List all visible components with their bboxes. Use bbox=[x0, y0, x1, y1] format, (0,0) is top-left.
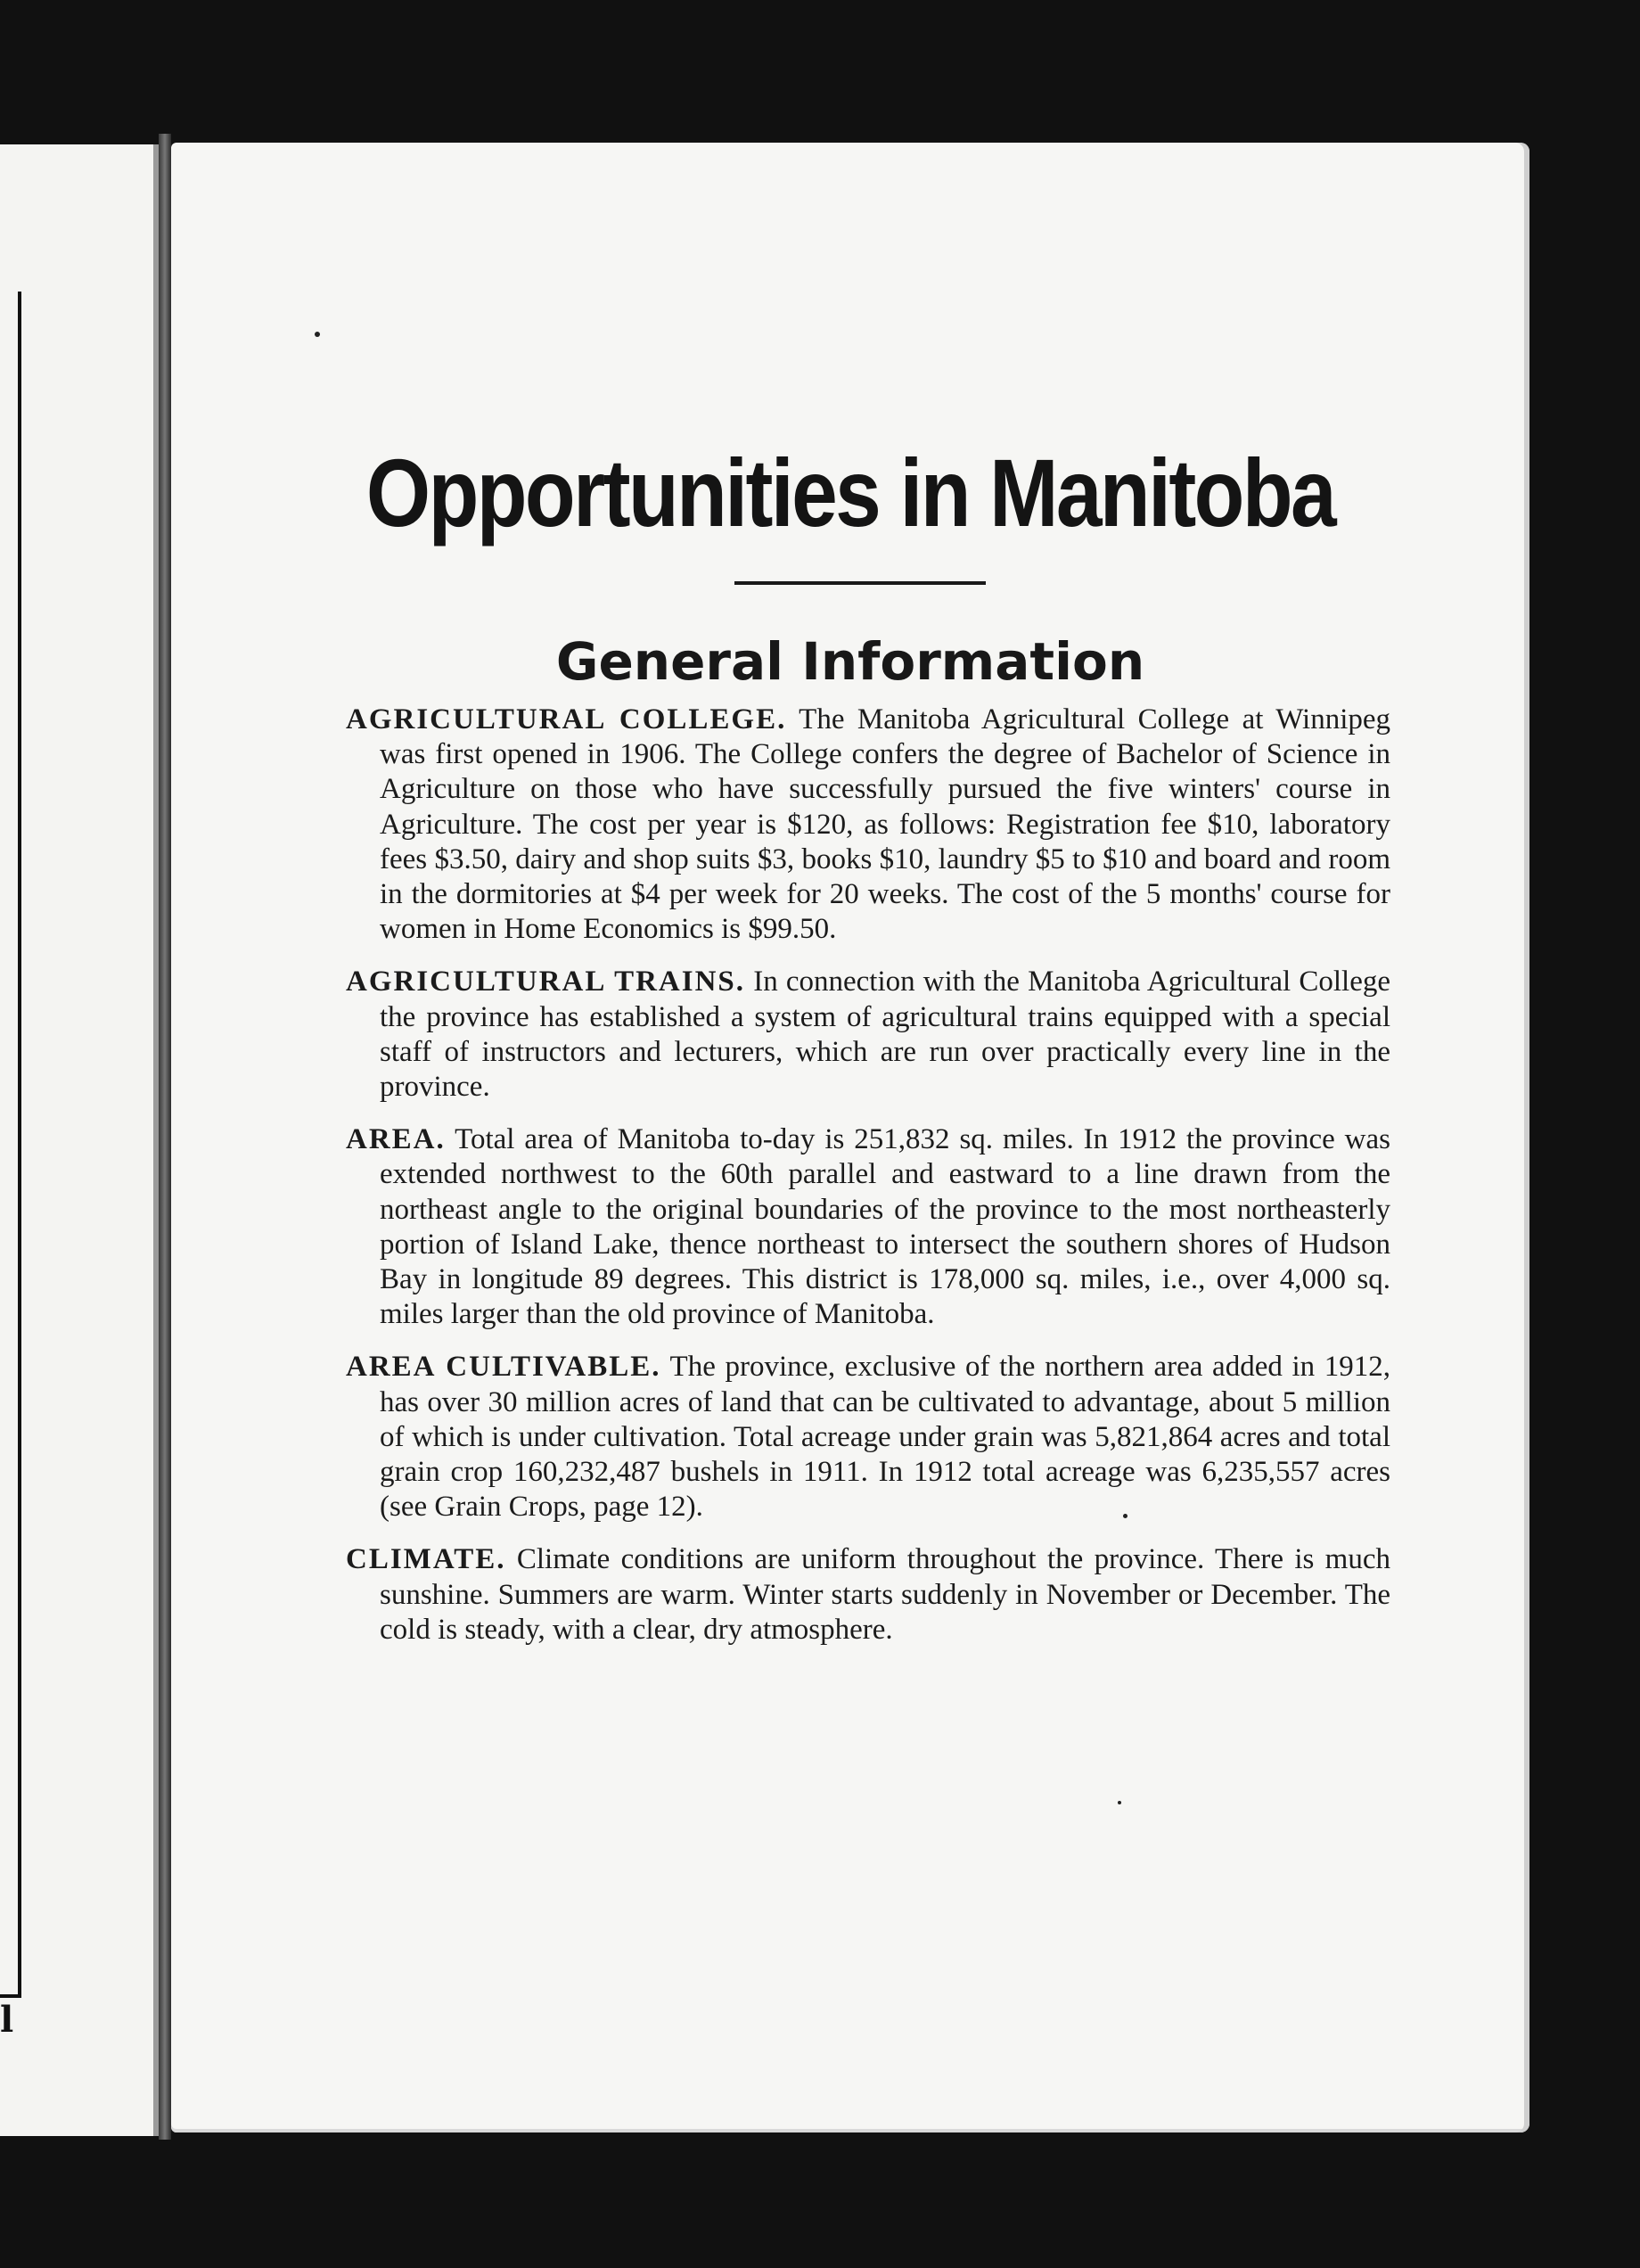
facing-page-frame bbox=[0, 292, 21, 1998]
entry-climate bbox=[346, 1542, 1390, 1648]
facing-page-edge bbox=[0, 144, 159, 2136]
entry-area-cultivable bbox=[346, 1350, 1390, 1524]
entry-agricultural-trains bbox=[346, 965, 1390, 1105]
book-spine bbox=[159, 134, 171, 2140]
title-divider bbox=[734, 581, 986, 585]
entry-heading: CLIMATE. bbox=[346, 1543, 506, 1576]
entry-heading: AREA. bbox=[346, 1123, 446, 1156]
page-title: Opportunities in Manitoba bbox=[365, 439, 1335, 546]
entry-area bbox=[346, 1122, 1390, 1332]
entry-text: Climate conditions are uniform throughout the province. There is much sunshine. Summers are warm. Winter starts suddenly in November or December. The cold is steady, with a clear, dry atmosphere. bbox=[380, 1543, 1390, 1646]
speck bbox=[1118, 1801, 1121, 1804]
entry-agricultural-college bbox=[346, 703, 1390, 947]
entry-heading: AGRICULTURAL TRAINS. bbox=[346, 966, 746, 998]
book-page bbox=[171, 143, 1529, 2132]
facing-page-text-fragment: l bbox=[0, 1999, 14, 2041]
entry-heading: AREA CULTIVABLE. bbox=[346, 1351, 661, 1384]
entry-heading: AGRICULTURAL COLLEGE. bbox=[346, 703, 787, 735]
entry-text: In connection with the Manitoba Agricultural College the province has established a system of agricultural trains equipped with a special staff of instructors and lecturers, which are run over practically every line in the province. bbox=[380, 966, 1390, 1104]
speck bbox=[315, 332, 320, 337]
section-title: General Information bbox=[555, 631, 1145, 692]
entry-text: The province, exclusive of the northern area added in 1912, has over 30 million acres of land that can be cultivated to advantage, about 5 million of which is under cultivation. Total acreage under grain was 5,821,864 acres and total grain crop 160,232,487 bushels in 1911. In 1912 total acreage was 6,235,557 acres (see Grain Crops, page 12). bbox=[380, 1351, 1390, 1524]
entry-text: Total area of Manitoba to-day is 251,832 sq. miles. In 1912 the province was extended northwest to the 60th parallel and eastward to a line drawn from the northeast angle to the original boundaries of the province to the most northeasterly portion of Island Lake, thence northeast to intersect the southern shores of Hudson Bay in longitude 89 degrees. This district is 178,000 sq. miles, i.e., over 4,000 sq. miles larger than the old province of Manitoba. bbox=[380, 1123, 1390, 1331]
entry-text: The Manitoba Agricultural College at Winnipeg was first opened in 1906. The College confers the degree of Bachelor of Science in Agriculture on those who have successfully pursued the five winters' course in Agriculture. The cost per year is $120, as follows: Registration fee $10, laboratory fees $3.50, dairy and shop suits $3, books $10, laundry $5 to $10 and board and room in the dormitories at $4 per week for 20 weeks. The cost of the 5 months' course for women in Home Economics is $99.50. bbox=[380, 703, 1391, 946]
entry-list bbox=[346, 703, 1390, 1665]
